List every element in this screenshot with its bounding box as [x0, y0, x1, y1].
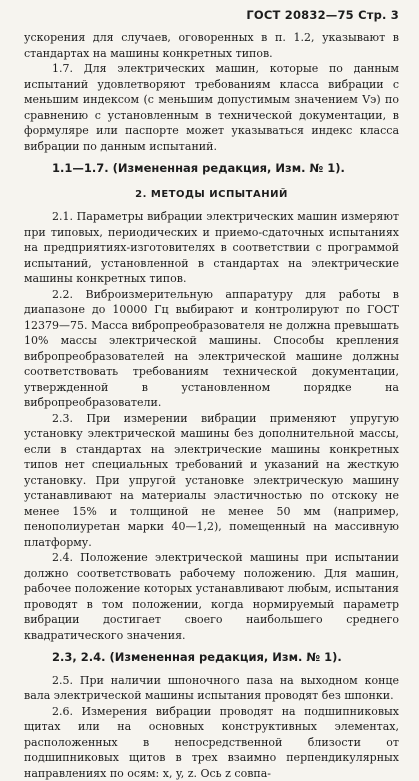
document-body — [24, 30, 399, 781]
paragraph-2-2: 2.2. Виброизмерительную аппаратуру для работы в диапазоне до 10000 Гц выбирают и контролируют по ГОСТ 12379—75. Масса вибропреобразователя не должна превышать 10% массы электрической машины. Способы крепления вибропреобразователей на электрической машине должны соответствовать требованиям технической документации, утвержденной в установленном порядке на вибропреобразователи. — [24, 287, 399, 411]
paragraph-2-1: 2.1. Параметры вибрации электрических машин измеряют при типовых, периодических и приемо-сдаточных испытаниях на предприятиях-изготовителях в соответствии с программой испытаний, установленной в стандартах на электрические машины конкретных типов. — [24, 209, 399, 287]
paragraph-continuation: ускорения для случаев, оговоренных в п. 1.2, указывают в стандартах на машины конкретных типов. — [24, 30, 399, 61]
page-header: ГОСТ 20832—75 Стр. 3 — [24, 8, 399, 22]
paragraph-2-5: 2.5. При наличии шпоночного паза на выходном конце вала электрической машины испытания проводят без шпонки. — [24, 673, 399, 704]
paragraph-2-3: 2.3. При измерении вибрации применяют упругую установку электрической машины без дополнительной массы, если в стандартах на электрические машины конкретных типов нет специальных требований и указаний на жесткую установку. При упругой установке электрическую машину устанавливают на материалы эластичностью по отскоку не менее 15% и толщиной не менее 50 мм (например, пенополиуретан марки 40—1,2), помещенный на массивную платформу. — [24, 411, 399, 551]
paragraph-2-4: 2.4. Положение электрической машины при испытании должно соответствовать рабочему положению. Для машин, рабочее положение которых устанавливают любым, испытания проводят в том положении, когда нормируемый параметр вибрации достигает своего наибольшего среднего квадратического значения. — [24, 550, 399, 643]
amendment-note-2: 2.3, 2.4. (Измененная редакция, Изм. № 1). — [52, 650, 399, 666]
paragraph-2-6: 2.6. Измерения вибрации проводят на подшипниковых щитах или на основных конструктивных элементах, расположенных в непосредственной близости от подшипниковых щитов в трех взаимно перпендикулярных направлениях по осям: x, y, z. Ось z совпа- — [24, 704, 399, 781]
amendment-note-1: 1.1—1.7. (Измененная редакция, Изм. № 1). — [52, 161, 399, 177]
paragraph-1-7: 1.7. Для электрических машин, которые по данным испытаний удовлетворяют требованиям класса вибрации с меньшим индексом (с меньшим допустимым значением Vэ) по сравнению с установленным в технической документации, в формуляре или паспорте может указываться индекс класса вибрации по данным испытаний. — [24, 61, 399, 154]
section-title: 2. МЕТОДЫ ИСПЫТАНИЙ — [24, 187, 399, 203]
